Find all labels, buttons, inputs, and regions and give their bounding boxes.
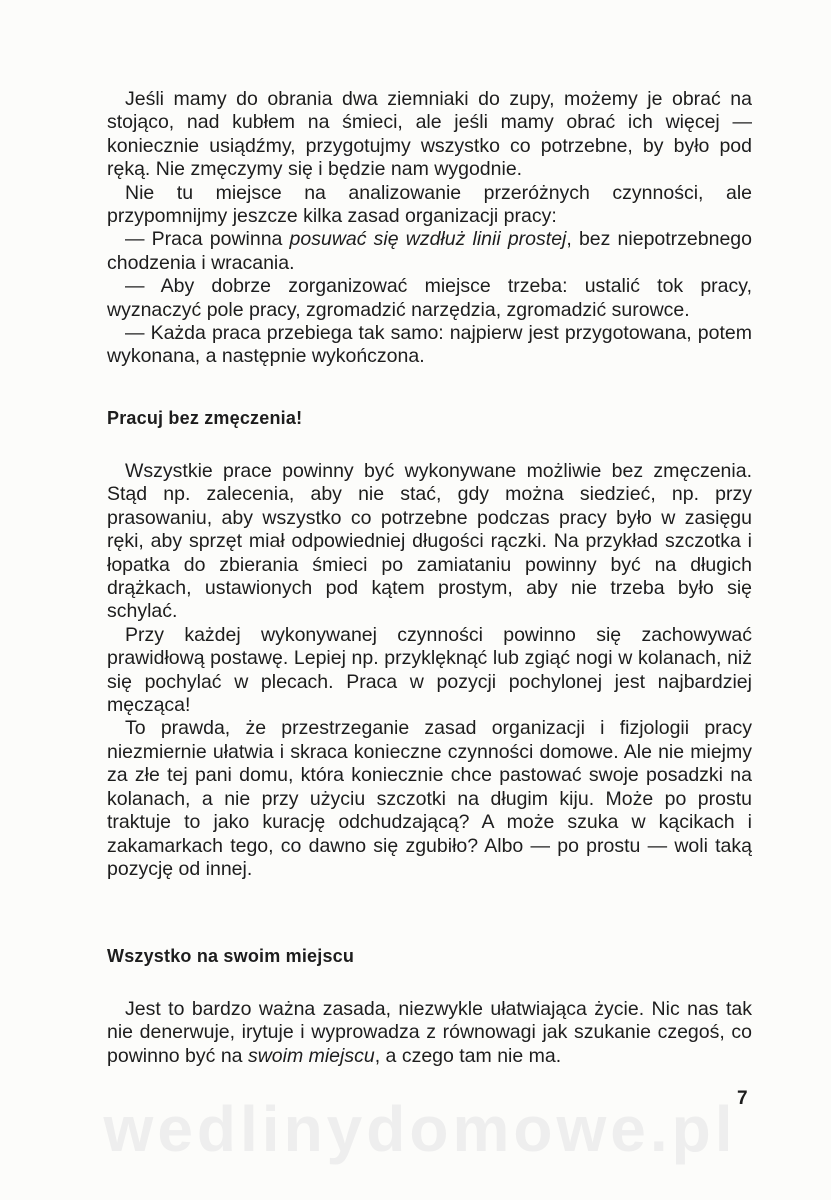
paragraph: — Każda praca przebiega tak samo: najpierw jest przygotowana, potem wykonana, a następnie wykończona. xyxy=(107,322,752,368)
page-number: 7 xyxy=(737,1088,748,1109)
section-body xyxy=(107,460,752,881)
paragraph: — Aby dobrze zorganizować miejsce trzeba: ustalić tok pracy, wyznaczyć pole pracy, zgromadzić narzędzia, zgromadzić surowce. xyxy=(107,275,752,321)
emphasis-text: posuwać się wzdłuż linii prostej xyxy=(289,228,567,251)
watermark: wedlinydomowe.pl xyxy=(103,1093,737,1165)
paragraph: — Praca powinna posuwać się wzdłuż linii prostej, bez niepotrzebnego chodzenia i wracania. xyxy=(107,228,752,274)
paragraph: Przy każdej wykonywanej czynności powinno się zachowywać prawidłową postawę. Lepiej np. przyklęknąć lub zgiąć nogi w kolanach, niż się pochylać w plecach. Praca w pozycji pochylonej jest najbardziej męcząca! xyxy=(107,623,752,717)
paragraph: To prawda, że przestrzeganie zasad organizacji i fizjologii pracy niezmiernie ułatwia i skraca konieczne czynności domowe. Ale nie miejmy za złe tej pani domu, która koniecznie chce pastować swoje posadzki na kolanach, a nie przy użyciu szczotki na długim kiju. Może po prostu traktuje to jako kurację odchudzającą? A może szuka w kącikach i zakamarkach tego, co dawno się zgubiło? Albo — po prostu — woli taką pozycję od innej. xyxy=(107,717,752,880)
paragraph: Wszystkie prace powinny być wykonywane możliwie bez zmęczenia. Stąd np. zalecenia, aby nie stać, gdy można siedzieć, np. przy prasowaniu, aby wszystko co potrzebne podczas pracy było w zasięgu ręki, aby sprzęt miał odpowiedniej długości rączki. Na przykład szczotka i łopatka do zbierania śmieci po zamiataniu powinny być na długich drążkach, ustawionych pod kątem prostym, aby nie trzeba było się schylać. xyxy=(107,460,752,623)
emphasis-text: swoim miejscu xyxy=(247,1044,375,1067)
section-heading: Wszystko na swoim miejscu xyxy=(107,946,355,966)
intro-section xyxy=(107,88,752,369)
section-body xyxy=(107,998,752,1068)
paragraph: Jeśli mamy do obrania dwa ziemniaki do zupy, możemy je obrać na stojąco, nad kubłem na śmieci, ale jeśli mamy obrać ich więcej — koniecznie usiądźmy, przygotujmy wszystko co potrzebne, by było pod ręką. Nie zmęczymy się i będzie nam wygodnie. xyxy=(107,88,752,181)
paragraph: Nie tu miejsce na analizowanie przeróżnych czynności, ale przypomnijmy jeszcze kilka zasad organizacji pracy: xyxy=(107,181,752,228)
paragraph: Jest to bardzo ważna zasada, niezwykle ułatwiająca życie. Nic nas tak nie denerwuje, irytuje i wyprowadza z równowagi jak szukanie czegoś, co powinno być na swoim miejscu, a czego tam nie ma. xyxy=(107,998,752,1067)
section-heading: Pracuj bez zmęczenia! xyxy=(107,408,303,428)
